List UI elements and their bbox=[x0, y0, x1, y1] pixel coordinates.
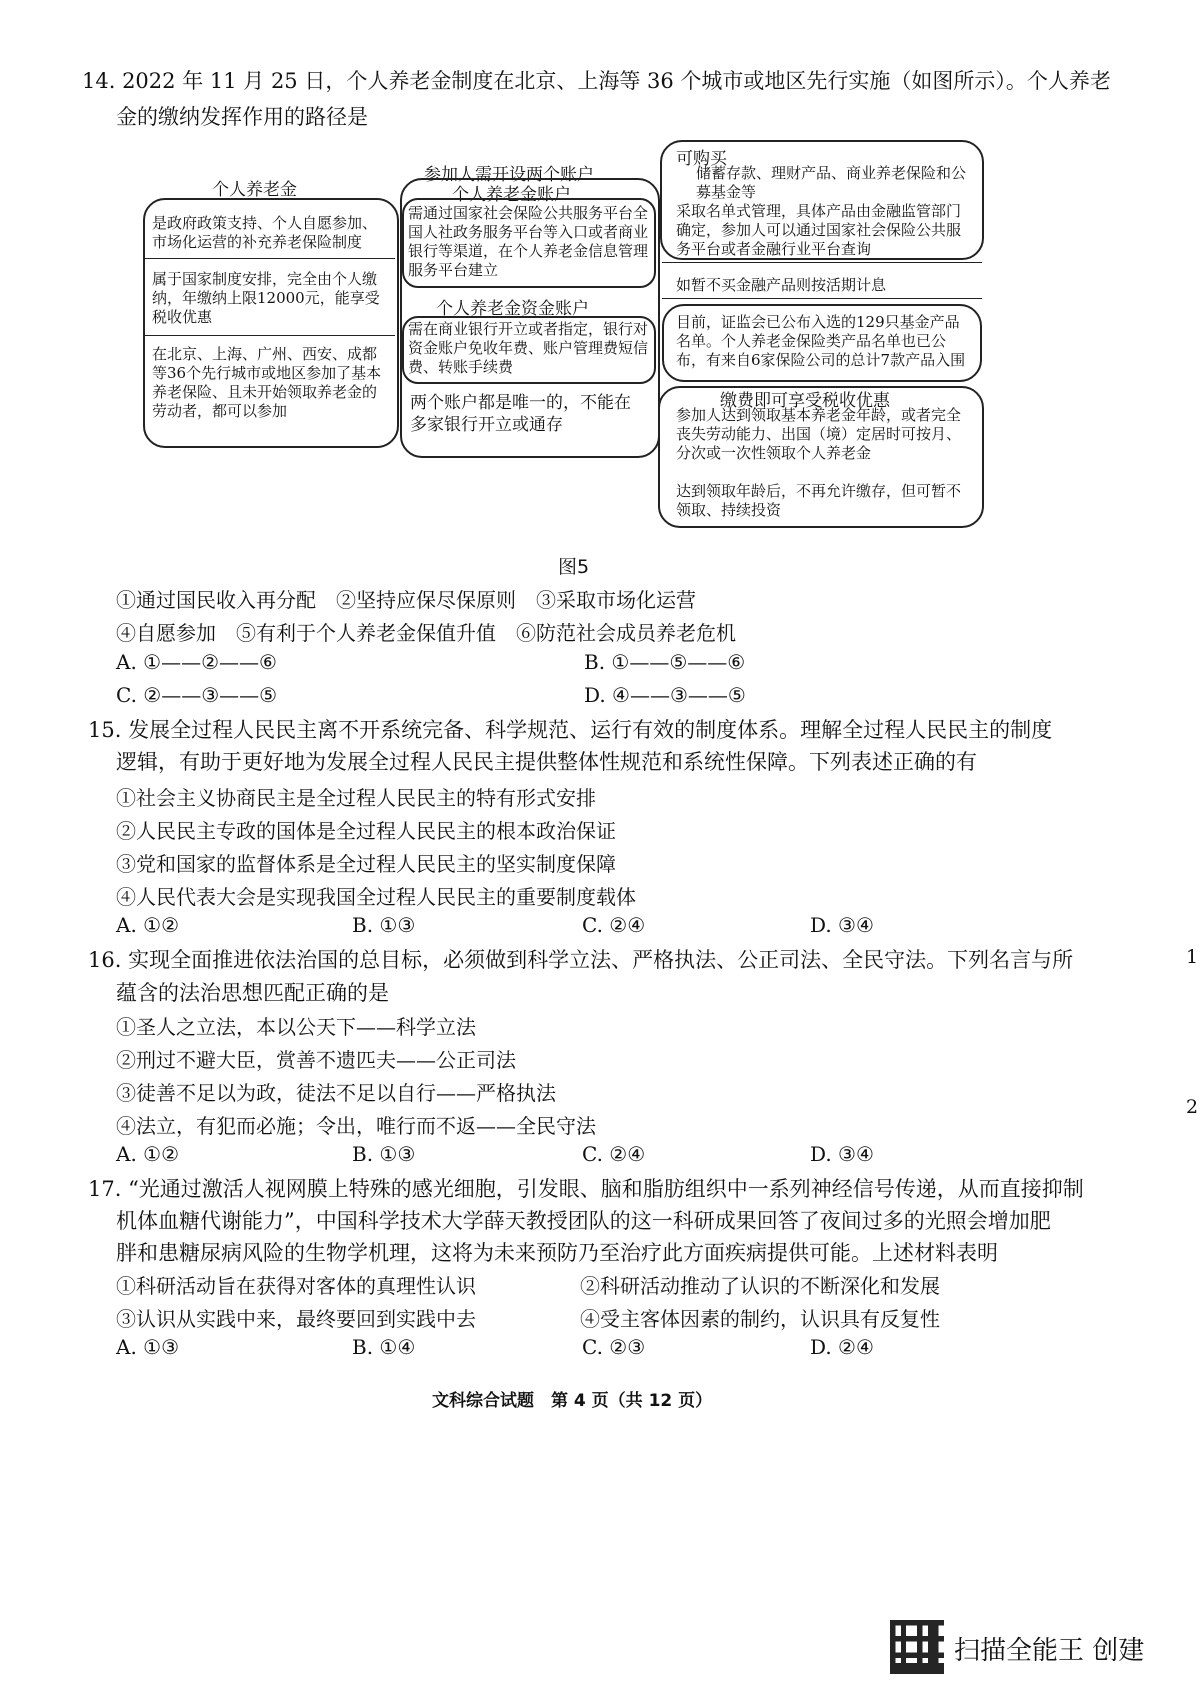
q14-option-d: D. ④——③——⑤ bbox=[584, 683, 746, 707]
q14-option-b: B. ①——⑤——⑥ bbox=[584, 650, 746, 674]
col2-p2: 需在商业银行开立或者指定，银行对资金账户免收年费、账户管理费短信费、转账手续费 bbox=[408, 320, 649, 376]
q15-item-2: ②人民民主专政的国体是全过程人民民主的根本政治保证 bbox=[116, 819, 616, 843]
col3-p1: 储蓄存款、理财产品、商业养老保险和公募基金等 bbox=[696, 164, 967, 201]
q16-item-1: ①圣人之立法，本以公天下——科学立法 bbox=[116, 1015, 476, 1039]
figure-caption: 图5 bbox=[558, 556, 590, 578]
q14-items-2: ④自愿参加 ⑤有利于个人养老金保值升值 ⑥防范社会成员养老危机 bbox=[116, 621, 736, 645]
edge-mark-2: 2 bbox=[1186, 1096, 1199, 1118]
col1-p3: 在北京、上海、广州、西安、成都等36个先行城市或地区参加了基本养老保险、且未开始领取养老金的劳动者，都可以参加 bbox=[152, 345, 382, 420]
q14-option-a: A. ①——②——⑥ bbox=[116, 650, 277, 674]
q15-option-c: C. ②④ bbox=[582, 913, 646, 937]
col3-heading-2: 缴费即可享受税收优惠 bbox=[720, 391, 890, 411]
q17-item-4: ④受主客体因素的制约，认识具有反复性 bbox=[580, 1307, 940, 1331]
col3-p4: 目前，证监会已公布入选的129只基金产品名单。个人养老金保险类产品名单也已公布，有来自6家保险公司的总计7款产品入围 bbox=[676, 313, 966, 369]
col2-subtitle-2: 个人养老金资金账户 bbox=[436, 299, 589, 319]
col3-p6: 达到领取年龄后，不再允许缴存，但可暂不领取、持续投资 bbox=[676, 482, 962, 519]
q16-stem-line2: 蕴含的法治思想匹配正确的是 bbox=[116, 981, 389, 1005]
q15-option-d: D. ③④ bbox=[810, 913, 874, 937]
col1-p1: 是政府政策支持、个人自愿参加、市场化运营的补充养老保险制度 bbox=[152, 214, 378, 251]
col1-divider-2 bbox=[145, 335, 395, 336]
q17-stem-line2: 机体血糖代谢能力”，中国科学技术大学薛天教授团队的这一科研成果回答了夜间过多的光照会增加肥 bbox=[116, 1209, 1051, 1233]
q17-option-a: A. ①③ bbox=[116, 1335, 180, 1359]
q14-option-c: C. ②——③——⑤ bbox=[116, 683, 278, 707]
q14-stem-line1: 14. 2022 年 11 月 25 日，个人养老金制度在北京、上海等 36 个城市或地区先行实施（如图所示）。个人养老 bbox=[82, 69, 1111, 93]
q17-option-b: B. ①④ bbox=[352, 1335, 416, 1359]
q15-stem-line1: 15. 发展全过程人民民主离不开系统完备、科学规范、运行有效的制度体系。理解全过程人民民主的制度 bbox=[88, 718, 1053, 742]
col3-heading-1: 可购买 bbox=[676, 149, 727, 169]
q16-item-2: ②刑过不避大臣，赏善不遗匹夫——公正司法 bbox=[116, 1048, 516, 1072]
q17-stem-line3: 胖和患糖尿病风险的生物学机理，这将为未来预防乃至治疗此方面疾病提供可能。上述材料表明 bbox=[116, 1241, 998, 1265]
q17-item-3: ③认识从实践中来，最终要回到实践中去 bbox=[116, 1307, 476, 1331]
q17-option-c: C. ②③ bbox=[582, 1335, 646, 1359]
col1-title: 个人养老金 bbox=[212, 180, 297, 200]
col1-p2: 属于国家制度安排，完全由个人缴纳，年缴纳上限12000元，能享受税收优惠 bbox=[152, 270, 380, 326]
q16-item-3: ③徒善不足以为政，徒法不足以自行——严格执法 bbox=[116, 1081, 556, 1105]
col3-p3: 如暂不买金融产品则按活期计息 bbox=[676, 276, 887, 294]
q15-option-b: B. ①③ bbox=[352, 913, 416, 937]
col2-subtitle-1: 个人养老金账户 bbox=[452, 185, 571, 205]
q15-item-3: ③党和国家的监督体系是全过程人民民主的坚实制度保障 bbox=[116, 852, 616, 876]
col1-divider-1 bbox=[145, 258, 395, 259]
col3-p2: 采取名单式管理，具体产品由金融监管部门确定，参加人可以通过国家社会保险公共服务平台或者金融行业平台查询 bbox=[676, 202, 962, 258]
q17-item-1: ①科研活动旨在获得对客体的真理性认识 bbox=[116, 1274, 476, 1298]
q17-option-d: D. ②④ bbox=[810, 1335, 874, 1359]
col3-divider-1 bbox=[662, 262, 982, 263]
q17-stem-line1: 17. “光通过激活人视网膜上特殊的感光细胞，引发眼、脑和脂肪组织中一系列神经信号传递，从而直接抑制 bbox=[88, 1177, 1084, 1201]
q16-option-b: B. ①③ bbox=[352, 1142, 416, 1166]
q16-option-c: C. ②④ bbox=[582, 1142, 646, 1166]
qr-code-icon bbox=[890, 1620, 944, 1674]
q16-option-a: A. ①② bbox=[116, 1142, 180, 1166]
col2-p3: 两个账户都是唯一的，不能在多家银行开立或通存 bbox=[410, 393, 631, 435]
q15-stem-line2: 逻辑，有助于更好地为发展全过程人民民主提供整体性规范和系统性保障。下列表述正确的有 bbox=[116, 750, 977, 774]
col2-p1: 需通过国家社会保险公共服务平台全国人社政务服务平台等入口或者商业银行等渠道，在个人养老金信息管理服务平台建立 bbox=[408, 204, 649, 279]
q14-stem-line2: 金的缴纳发挥作用的路径是 bbox=[116, 105, 368, 129]
q16-stem-line1: 16. 实现全面推进依法治国的总目标，必须做到科学立法、严格执法、公正司法、全民守法。下列名言与所 bbox=[88, 948, 1074, 972]
q17-item-2: ②科研活动推动了认识的不断深化和发展 bbox=[580, 1274, 940, 1298]
scanner-watermark: 扫描全能王 创建 bbox=[954, 1636, 1145, 1666]
q15-item-4: ④人民代表大会是实现我国全过程人民民主的重要制度载体 bbox=[116, 885, 636, 909]
q14-items-1: ①通过国民收入再分配 ②坚持应保尽保原则 ③采取市场化运营 bbox=[116, 588, 696, 612]
col2-title: 参加人需开设两个账户 bbox=[424, 165, 594, 185]
q15-option-a: A. ①② bbox=[116, 913, 180, 937]
q16-option-d: D. ③④ bbox=[810, 1142, 874, 1166]
q16-item-4: ④法立，有犯而必施；令出，唯行而不返——全民守法 bbox=[116, 1114, 596, 1138]
q15-item-1: ①社会主义协商民主是全过程人民民主的特有形式安排 bbox=[116, 786, 596, 810]
edge-mark-1: 1 bbox=[1186, 946, 1199, 968]
col3-divider-2 bbox=[662, 298, 982, 299]
col3-p5: 参加人达到领取基本养老金年龄，或者完全丧失劳动能力、出国（境）定居时可按月、分次或一次性领取个人养老金 bbox=[676, 406, 962, 462]
page-footer: 文科综合试题 第 4 页（共 12 页） bbox=[432, 1391, 713, 1411]
